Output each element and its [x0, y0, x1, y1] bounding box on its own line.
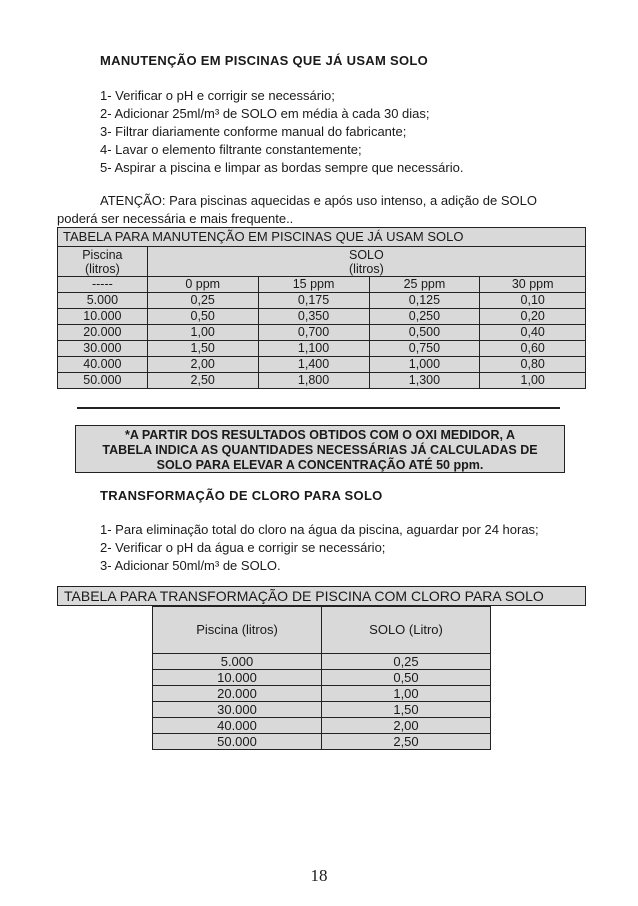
note-line: *A PARTIR DOS RESULTADOS OBTIDOS COM O OXI MEDIDOR, A [124, 428, 516, 442]
table-cell: 1,400 [258, 357, 369, 373]
table-cell: 1,300 [369, 373, 480, 389]
table-cell: 50.000 [153, 734, 322, 750]
table-subheader: 30 ppm [480, 277, 586, 293]
table-row [153, 718, 491, 734]
note-line: SOLO PARA ELEVAR A CONCENTRAÇÃO ATÉ 50 ppm. [156, 458, 484, 472]
section-divider [77, 407, 560, 409]
solo-liter-header: SOLO (Litro) [322, 607, 491, 654]
table-subheader: 15 ppm [258, 277, 369, 293]
solo-header-line2: (litros) [349, 261, 384, 276]
table-cell: 2,00 [322, 718, 491, 734]
table-cell: 2,50 [147, 373, 258, 389]
conversion-table [152, 606, 491, 750]
table-row [58, 357, 586, 373]
table-row [58, 293, 586, 309]
table-cell: 0,250 [369, 309, 480, 325]
table-cell: 0,125 [369, 293, 480, 309]
table-cell: 2,50 [322, 734, 491, 750]
table-cell: 30.000 [58, 341, 148, 357]
table-cell: 30.000 [153, 702, 322, 718]
transformation-step: 2- Verificar o pH da água e corrigir se necessário; [100, 540, 386, 555]
table-row [153, 670, 491, 686]
table-cell: 20.000 [153, 686, 322, 702]
maintenance-table [57, 227, 586, 389]
page-number: 18 [310, 866, 328, 885]
table-cell: 1,50 [147, 341, 258, 357]
table-row [153, 654, 491, 670]
table-subheader: 0 ppm [147, 277, 258, 293]
table-subheader: 25 ppm [369, 277, 480, 293]
table-cell: 5.000 [153, 654, 322, 670]
transformation-heading: TRANSFORMAÇÃO DE CLORO PARA SOLO [100, 488, 383, 503]
table-cell: 2,00 [147, 357, 258, 373]
table-cell: 0,350 [258, 309, 369, 325]
table-cell: 1,50 [322, 702, 491, 718]
table-cell: 1,100 [258, 341, 369, 357]
table-row [153, 702, 491, 718]
maintenance-heading: MANUTENÇÃO EM PISCINAS QUE JÁ USAM SOLO [100, 53, 429, 68]
table-cell: 0,50 [147, 309, 258, 325]
table-row [58, 325, 586, 341]
oxi-meter-note [75, 425, 565, 473]
table-cell: 1,800 [258, 373, 369, 389]
table-cell: 1,000 [369, 357, 480, 373]
transformation-step: 1- Para eliminação total do cloro na água da piscina, aguardar por 24 horas; [100, 522, 539, 537]
maintenance-table-title: TABELA PARA MANUTENÇÃO EM PISCINAS QUE JÁ USAM SOLO [58, 228, 586, 247]
table-row [153, 734, 491, 750]
table-cell: 0,20 [480, 309, 586, 325]
table-cell: 0,80 [480, 357, 586, 373]
table-cell: 40.000 [153, 718, 322, 734]
table-cell: 0,175 [258, 293, 369, 309]
maintenance-step: 4- Lavar o elemento filtrante constantemente; [100, 142, 362, 157]
table-cell: 10.000 [153, 670, 322, 686]
maintenance-step: 3- Filtrar diariamente conforme manual do fabricante; [100, 124, 407, 139]
table-cell: 0,40 [480, 325, 586, 341]
table-cell: 1,00 [480, 373, 586, 389]
table-cell: 5.000 [58, 293, 148, 309]
table-cell: 0,60 [480, 341, 586, 357]
table-cell: 50.000 [58, 373, 148, 389]
table-cell: 0,25 [147, 293, 258, 309]
table-cell: 0,25 [322, 654, 491, 670]
pool-liters-header [58, 247, 148, 277]
note-line: TABELA INDICA AS QUANTIDADES NECESSÁRIAS JÁ CALCULADAS DE [102, 443, 538, 457]
table-cell: 0,10 [480, 293, 586, 309]
attention-text: ATENÇÃO: Para piscinas aquecidas e após uso intenso, a adição de SOLO [100, 193, 537, 208]
conversion-table-title: TABELA PARA TRANSFORMAÇÃO DE PISCINA COM CLORO PARA SOLO [57, 586, 586, 606]
table-cell: 0,50 [322, 670, 491, 686]
solo-liters-header [147, 247, 585, 277]
table-row [58, 309, 586, 325]
table-row [153, 686, 491, 702]
transformation-step: 3- Adicionar 50ml/m³ de SOLO. [100, 558, 281, 573]
table-cell: 10.000 [58, 309, 148, 325]
table-cell: 0,750 [369, 341, 480, 357]
maintenance-step: 5- Aspirar a piscina e limpar as bordas sempre que necessário. [100, 160, 464, 175]
table-cell: 20.000 [58, 325, 148, 341]
table-cell: 0,700 [258, 325, 369, 341]
table-row [58, 341, 586, 357]
pool-header-line2: (litros) [85, 261, 120, 276]
table-cell: 40.000 [58, 357, 148, 373]
table-cell: 0,500 [369, 325, 480, 341]
pool-liters-header: Piscina (litros) [153, 607, 322, 654]
maintenance-step: 1- Verificar o pH e corrigir se necessário; [100, 88, 335, 103]
maintenance-step: 2- Adicionar 25ml/m³ de SOLO em média à cada 30 dias; [100, 106, 430, 121]
table-row [58, 373, 586, 389]
pool-header-line1: Piscina [82, 247, 123, 262]
attention-text-continued: poderá ser necessária e mais frequente.. [57, 211, 294, 226]
solo-header-line1: SOLO [349, 247, 384, 262]
table-cell: 1,00 [147, 325, 258, 341]
table-cell: 1,00 [322, 686, 491, 702]
table-subheader: ----- [58, 277, 148, 293]
